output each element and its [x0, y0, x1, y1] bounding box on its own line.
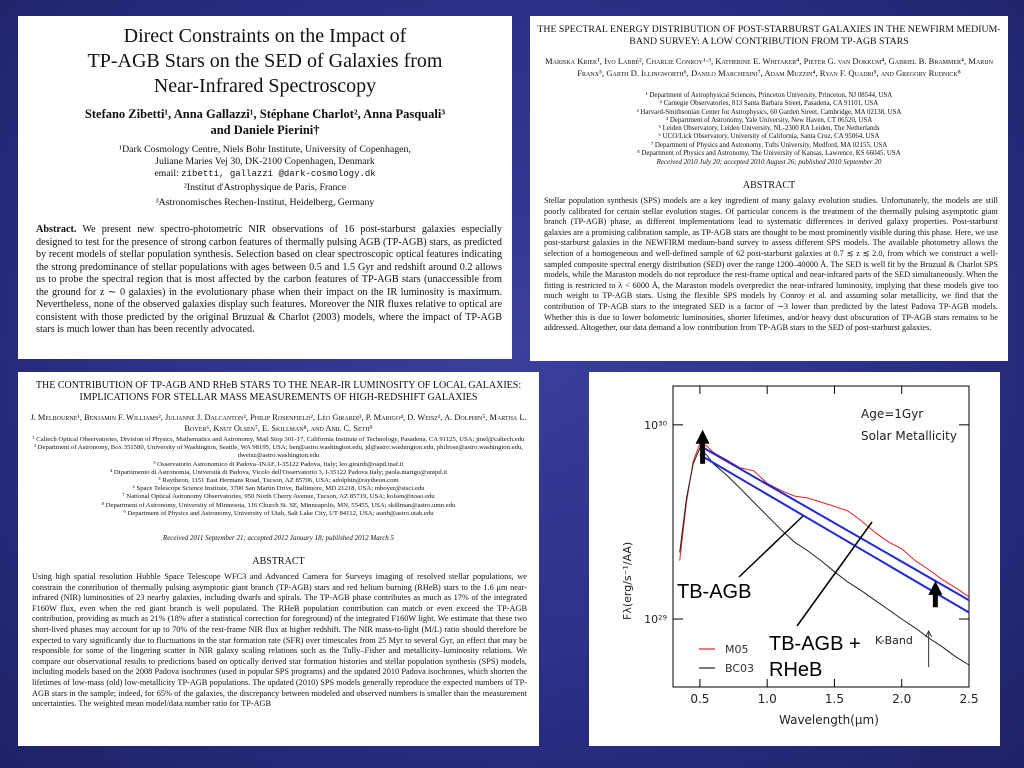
paper1-affiliation-1 [18, 144, 512, 180]
paper1-title [18, 24, 512, 99]
paper-kriek-panel [530, 16, 1008, 361]
series-line-m05 [680, 444, 969, 597]
paper1-abstract [36, 224, 502, 337]
paper-melbourne-panel [18, 372, 539, 746]
paper1-aff1-line2: Juliane Maries Vej 30, DK-2100 Copenhagen, Denmark [155, 156, 375, 167]
x-axis-label: Wavelength(μm) [779, 713, 879, 727]
label-tbagb: TB-AGB [677, 581, 752, 603]
pointer-tbagb-rheb [797, 522, 872, 626]
paper3-affiliation: ³ Osservatorio Astronomico di Padova–INAF, I-35122 Padova, Italy; leo.girardi@oapd.inaf.it [153, 460, 404, 468]
paper3-affiliation: ⁹ Department of Physics and Astronomy, University of Utah, Salt Lake City, UT 84112, USA; aseth@astro.utah.edu [123, 509, 434, 517]
paper3-affiliation: ¹ Caltech Optical Observatories, Division of Physics, Mathematics and Astronomy, Mail Stop 301-17, California Institute of Technology, Pasadena, CA 91125, USA; jmel@caltech.edu [32, 436, 525, 443]
paper2-affiliation: ⁶ UCO/Lick Observatory, University of California, Santa Cruz, CA 95064, USA [658, 133, 880, 141]
paper3-affiliation: ⁸ Department of Astronomy, University of Minnesota, 116 Church St. SE, Minneapolis, MN, 55455, USA; skillman@astro.umn.edu [101, 501, 456, 509]
paper2-affiliation: ⁴ Department of Astronomy, Yale University, New Haven, CT 06520, USA [665, 116, 873, 124]
label-tbagb-rheb-line2: RHeB [769, 659, 823, 681]
paper1-affiliation-3: ³Astronomisches Rechen-Institut, Heidelberg, Germany [155, 197, 375, 208]
x-tick-label: 1.5 [824, 692, 845, 706]
annotation-metallicity: Solar Metallicity [861, 429, 957, 443]
email-value: zibetti, gallazzi @dark-cosmology.dk [181, 169, 376, 179]
paper3-abstract: Using high spatial resolution Hubble Space Telescope WFC3 and Advanced Camera for Surveys imaging of resolved stellar populations, we constrain the contribution of thermally pulsing asymptotic giant branch (TP-AGB) stars and red helium burning (RHeB) stars to the 1.6 μm near-infrared (NIR) luminosities of 23 nearby galaxies, including dwarfs and spirals. The TP-AGB phase contributes as much as 17% of the integrated F160W flux, even when the red giant branch is well populated. The RHeB population contribution can match or even exceed the TP-AGB contribution, providing as much as 21% (18% after a statistical correction for foreground) of the integrated F160W light. We estimate that these two short-lived phases may account for up to 70% of the rest-frame NIR flux at higher redshift. The NIR mass-to-light (M/L) ratio should therefore be expected to vary significantly due to fluctuations in the star formation rate (SFR) over timescales from 25 Myr to several Gyr, an effect that may be responsible for some of the lingering scatter in NIR galaxy scaling relations such as the Tully–Fisher and metallicity–luminosity relations. We compare our observational results to predictions based on optically derived star formation histories and stellar population synthesis (SPS) models, including models based on the 2008 Padova isochrones (used in popular SPS programs) and the updated 2010 Padova isochrones, which shorten the lifetimes of low-mass (old) low-metallicity TP-AGB populations. The updated (2010) SPS models generally reproduce the expected numbers of TP-AGB stars in the sample; indeed, for 65% of the galaxies, the discrepancy between modeled and observed numbers is smaller than the measurement uncertainties. The weighted mean model/data number ratio for TP-AGB [32, 572, 527, 709]
paper3-affiliation: ⁴ Dipartimento di Astronomia, Università di Padova, Vicolo dell'Osservatorio 3, I-35122 Padova Italy; paola.marigo@unipd.it [109, 468, 448, 476]
x-tick-label: 1.0 [757, 692, 777, 706]
abstract-label: Abstract. [36, 224, 77, 235]
paper2-authors: Mariska Kriek¹, Ivo Labbé², Charlie Conroy¹·³, Katherine E. Whitaker⁴, Pieter G. van Dokkum⁴, Gabriel B. Brammer⁴, Marijn Franx⁵, Garth D. Illingworth⁶, Danilo Marchesini⁷, Adam Muzzin⁴, Ryan F. Quadri⁵, and Gregory Rudnick⁸ [545, 56, 993, 78]
paper1-affiliation-2: ²Institut d'Astrophysique de Paris, France [183, 182, 347, 193]
kband-label: K-Band [875, 634, 913, 647]
paper2-affiliation: ⁵ Leiden Observatory, Leiden University, NL-2300 RA Leiden, The Netherlands [658, 125, 880, 133]
paper2-affiliation: ² Carnegie Observatories, 813 Santa Barbara Street, Pasadena, CA 91101, USA [659, 100, 879, 108]
paper1-title-line: Near-Infrared Spectroscopy [153, 75, 377, 97]
paper3-received: Received 2011 September 21; accepted 2012 January 18; published 2012 March 5 [162, 534, 395, 542]
paper1-title-line: Direct Constraints on the Impact of [123, 25, 407, 47]
paper2-affiliation: ¹ Department of Astrophysical Sciences, Princeton University, Princeton, NJ 08544, USA [645, 92, 893, 99]
annotation-age: Age=1Gyr [861, 407, 924, 421]
paper3-affiliation: ⁵ Raytheon, 1151 East Hermans Road, Tucson, AZ 85706, USA; adolphin@raytheon.com [158, 477, 399, 485]
abstract-text: We present new spectro-photometric NIR observations of 16 post-starburst galaxies especially designed to test for the presence of strong carbon features of thermally pulsing AGB (TP-AGB) stars, as predicted by recent models of stellar population synthesis. Selection based on clear spectroscopic optical features indicating the strong predominance of stellar populations with ages between 0.5 and 1.5 Gyr and redshift around 0.2 allows us to probe the spectral region that is most affected by the carbon features of TP-AGB stars (unaccessible from the ground for z ∼ 0 galaxies) in the evolutionary phase when their impact on the IR luminosity is maximum. Nevertheless, none of the observed galaxies display such features. Moreover the NIR fluxes relative to optical are consistent with those predicted by the original Bruzual & Charlot (2003) models, where the impact of TP-AGB stars is much lower than has been recently advocated. [36, 224, 502, 335]
x-tick-label: 2.0 [892, 692, 912, 706]
paper1-email [18, 168, 512, 180]
paper2-affiliation: ⁸ Department of Physics and Astronomy, The University of Kansas, Lawrence, KS 66045, USA [637, 150, 901, 158]
y-axis-label: Fλ(erg/s⁻¹/AA) [621, 541, 634, 620]
fit-line [700, 446, 969, 600]
y-tick-label: 10³⁰ [644, 418, 667, 432]
paper3-title: THE CONTRIBUTION OF TP-AGB AND RHeB STARS TO THE NEAR-IR LUMINOSITY OF LOCAL GALAXIES: IMPLICATIONS FOR STELLAR MASS MEASUREMENTS OF HIGH-REDSHIFT GALAXIES [35, 380, 522, 403]
pointer-tbagb [739, 516, 803, 577]
paper1-authors [26, 106, 504, 138]
paper1-authors-line2: and Daniele Pierini† [210, 123, 320, 137]
paper2-abstract-heading: ABSTRACT [742, 180, 796, 191]
series-group [680, 444, 969, 665]
paper-zibetti-panel [18, 16, 512, 359]
paper3-abstract-heading: ABSTRACT [252, 556, 305, 567]
paper2-affiliation: ³ Harvard-Smithsonian Center for Astrophysics, 60 Garden Street, Cambridge, MA 02138, USA [636, 108, 902, 116]
y-tick-label: 10²⁹ [644, 613, 667, 627]
arrow-head [696, 430, 710, 444]
paper1-authors-line1: Stefano Zibetti¹, Anna Gallazzi¹, Stéphane Charlot², Anna Pasquali³ [84, 107, 446, 121]
label-tbagb-rheb-line1: TB-AGB + [769, 633, 861, 655]
x-tick-label: 0.5 [690, 692, 710, 706]
paper2-title: THE SPECTRAL ENERGY DISTRIBUTION OF POST-STARBURST GALAXIES IN THE NEWFIRM MEDIUM-BAND SURVEY: A LOW CONTRIBUTION FROM TP-AGB STARS [537, 24, 1001, 47]
paper3-affiliation: ⁷ National Optical Astronomy Observatories, 950 North Cherry Avenue, Tucson, AZ 85719, USA; kolsen@noao.edu [122, 493, 435, 501]
paper2-affiliations [540, 92, 998, 158]
x-tick-label: 2.5 [959, 692, 979, 706]
paper2-abstract: Stellar population synthesis (SPS) models are a key ingredient of many galaxy evolution studies. Unfortunately, the models are still poorly calibrated for certain stellar evolution stages. Of particular concern is the treatment of the thermally pulsing asymptotic giant branch (TP-AGB) phase, as different implementations lead to systematic differences in derived galaxy properties. Post-starburst galaxies are a promising calibration sample, as TP-AGB stars are thought to be most prominently visible during this phase. Here, we use post-starburst galaxies in the NEWFIRM medium-band survey to assess different SPS models. The available photometry allows the selection of a homogeneous and well-defined sample of 62 post-starburst galaxies at 0.7 ≲ z ≲ 2.0, from which we construct a well-sampled composite spectral energy distribution (SED) over the range 1200–40000 Å. The SED is well fit by the Bruzual & Charlot SPS models, while the Maraston models do not reproduce the rest-frame optical and near-infrared parts of the SED simultaneously. When the fitting is restricted to λ < 6000 Å, the Maraston models overpredict the near-infrared luminosity, implying that these models give too much weight to TP-AGB stars. Using the flexible SPS models by Conroy et al. and assuming solar metallicity, we find that the contribution of TP-AGB stars to the integrated SED is a factor of ∼3 lower than predicted by the latest Padova TP-AGB models. Whether this is due to lower bolometric luminosities, shorter lifetimes, and/or heavy dust obscuration of TP-AGB stars remains to be addressed. Altogether, our data demand a low contribution from TP-AGB stars to the SED of post-starburst galaxies. [544, 196, 998, 333]
sed-chart [589, 372, 1000, 746]
paper1-title-line: TP-AGB Stars on the SED of Galaxies from [87, 50, 443, 72]
paper3-affiliation: ⁶ Space Telescope Science Institute, 3700 San Martin Drive, Baltimore, MD 21218, USA; mboyer@stsci.edu [132, 485, 425, 493]
legend-bc03-label: BC03 [725, 662, 755, 675]
email-label: email: [154, 168, 182, 179]
legend-m05-label: M05 [725, 643, 749, 656]
spectrum-figure-panel [589, 372, 1000, 746]
paper2-affiliation: ⁷ Department of Physics and Astronomy, Tufts University, Medford, MA 02155, USA [650, 141, 888, 149]
paper3-affiliations [32, 436, 525, 518]
paper2-received: Received 2010 July 20; accepted 2010 August 26; published 2010 September 20 [656, 158, 882, 166]
paper1-aff1-line1: ¹Dark Cosmology Centre, Niels Bohr Institute, University of Copenhagen, [119, 144, 411, 155]
paper3-affiliation: ² Department of Astronomy, Box 351580, University of Washington, Seattle, WA 98195, USA; ben@astro.washington.edu, jd@astro.washington.edu, philrose@astro.washington.edu, dweisz@astro.washington.edu [34, 444, 523, 460]
paper3-authors: J. Melbourne¹, Benjamin F. Williams², Julianne J. Dalcanton², Philip Rosenfield², Léo Girardi³, P. Marigo⁴, D. Weisz², A. Dolphin⁵, Martha L. Boyer⁶, Knut Olsen⁷, E. Skillman⁸, and Anil C. Seth⁹ [30, 413, 527, 433]
